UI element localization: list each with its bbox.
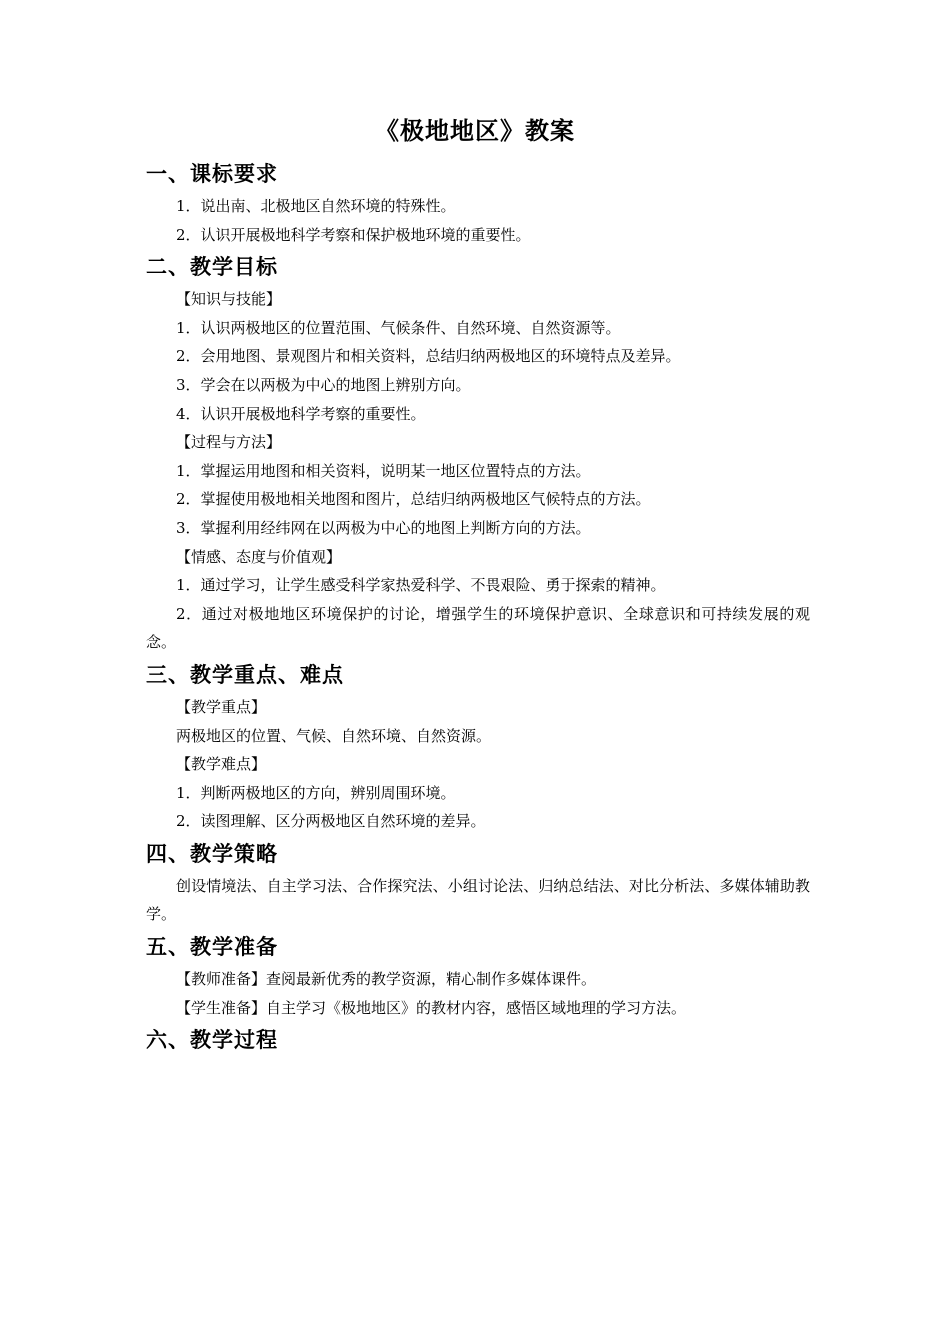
list-item: 2．会用地图、景观图片和相关资料，总结归纳两极地区的环境特点及差异。 <box>176 347 681 366</box>
subsection-label: 【情感、态度与价值观】 <box>176 547 342 566</box>
list-item: 2．通过对极地地区环境保护的讨论，增强学生的环境保护意识、全球意识和可持续发展的观念。 <box>146 604 810 652</box>
section-process <box>146 1022 810 1058</box>
list-item: 2．掌握使用极地相关地图和图片，总结归纳两极地区气候特点的方法。 <box>176 490 651 509</box>
document-title: 《极地地区》教案 <box>375 117 575 145</box>
subsection-label: 【过程与方法】 <box>176 433 282 452</box>
list-item: 3．学会在以两极为中心的地图上辨别方向。 <box>176 375 471 394</box>
section-heading: 一、课标要求 <box>146 162 278 186</box>
paragraph: 两极地区的位置、气候、自然环境、自然资源。 <box>176 726 492 745</box>
paragraph: 【教师准备】查阅最新优秀的教学资源，精心制作多媒体课件。 <box>176 970 597 989</box>
list-item: 3．掌握利用经纬网在以两极为中心的地图上判断方向的方法。 <box>176 518 591 537</box>
list-item: 2．认识开展极地科学考察和保护极地环境的重要性。 <box>176 225 531 244</box>
paragraph: 【学生准备】自主学习《极地地区》的教材内容，感悟区域地理的学习方法。 <box>176 998 687 1017</box>
list-item: 1．通过学习，让学生感受科学家热爱科学、不畏艰险、勇于探索的精神。 <box>176 576 666 595</box>
document-body <box>146 156 810 1058</box>
section-heading: 六、教学过程 <box>146 1028 278 1053</box>
section-heading: 二、教学目标 <box>146 255 278 280</box>
section-strategy <box>146 836 810 929</box>
list-item: 2．读图理解、区分两极地区自然环境的差异。 <box>176 812 486 831</box>
subsection-label: 【教学难点】 <box>176 755 267 774</box>
list-item: 1．认识两极地区的位置范围、气候条件、自然环境、自然资源等。 <box>176 318 621 337</box>
paragraph: 创设情境法、自主学习法、合作探究法、小组讨论法、归纳总结法、对比分析法、多媒体辅助教学。 <box>146 876 810 924</box>
list-item: 4．认识开展极地科学考察的重要性。 <box>176 404 426 423</box>
section-objectives <box>146 249 810 657</box>
section-heading: 三、教学重点、难点 <box>146 662 344 687</box>
list-item: 1．说出南、北极地区自然环境的特殊性。 <box>176 197 456 215</box>
list-item: 1．判断两极地区的方向，辨别周围环境。 <box>176 783 456 802</box>
subsection-label: 【教学重点】 <box>176 697 267 716</box>
section-key-points <box>146 657 810 836</box>
section-preparation <box>146 929 810 1022</box>
section-heading: 五、教学准备 <box>146 935 278 960</box>
section-heading: 四、教学策略 <box>146 841 278 866</box>
section-standards <box>146 156 810 249</box>
list-item: 1．掌握运用地图和相关资料，说明某一地区位置特点的方法。 <box>176 461 591 480</box>
subsection-label: 【知识与技能】 <box>176 290 282 309</box>
